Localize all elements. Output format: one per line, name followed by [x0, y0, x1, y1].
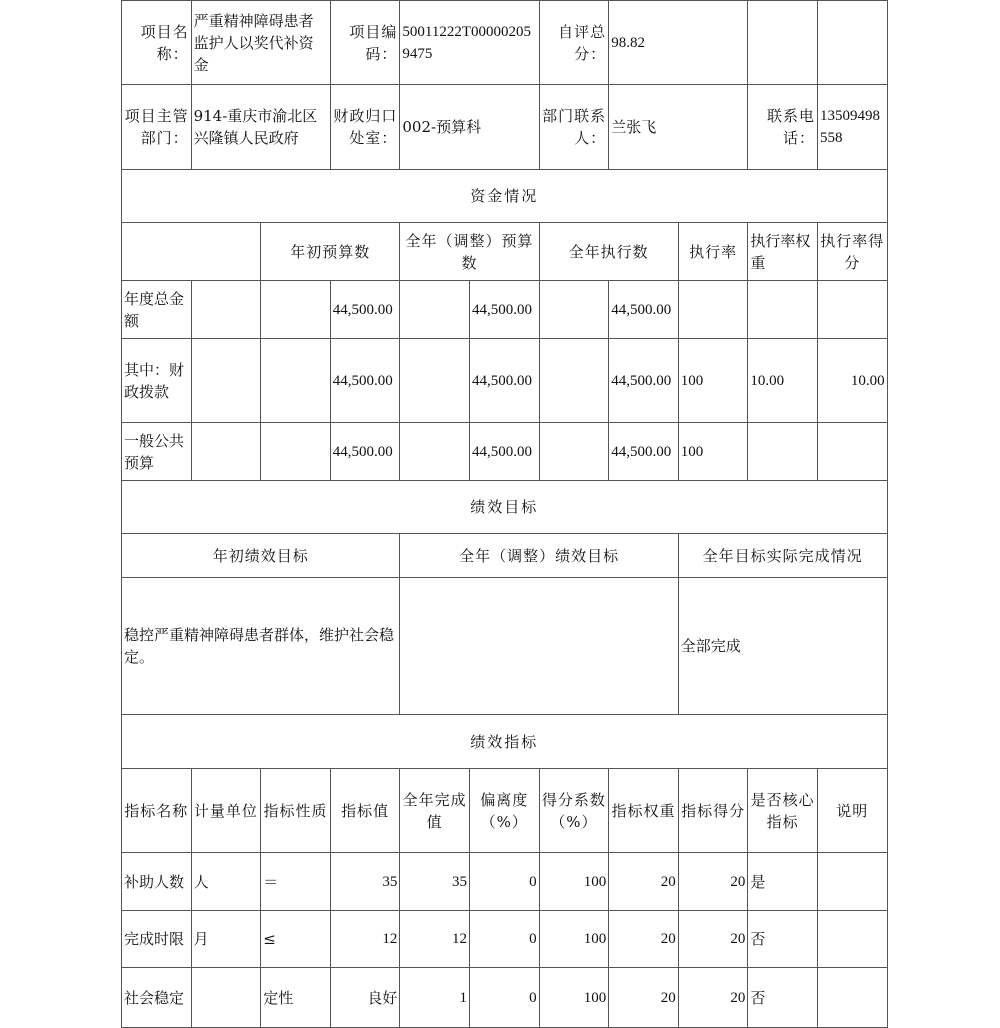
- ind-target: 12: [330, 911, 400, 968]
- empty-cell: [191, 281, 261, 339]
- ind-nature: ≤: [261, 911, 331, 968]
- funds-row-label: 其中：财政拨款: [122, 339, 192, 423]
- ind-unit: 人: [191, 853, 261, 911]
- ind-name: 补助人数: [122, 853, 192, 911]
- ind-header-coef: 得分系数（%）: [539, 769, 609, 853]
- contact-label: 部门联系人：: [539, 85, 609, 170]
- funds-header-row: [122, 223, 888, 281]
- indicators-header-row: [122, 769, 888, 853]
- ind-weight: 20: [609, 968, 679, 1028]
- goals-header-adjusted: 全年（调整）绩效目标: [400, 534, 678, 578]
- ind-core: 是: [748, 853, 818, 911]
- empty-cell: [261, 281, 331, 339]
- funds-header-blank: [122, 223, 261, 281]
- ind-weight: 20: [609, 911, 679, 968]
- self-score-value: 98.82: [609, 1, 748, 85]
- actual-completion-text: 全部完成: [678, 578, 887, 715]
- project-name-value: 严重精神障碍患者监护人以奖代补资金: [191, 1, 330, 85]
- indicator-row: [122, 853, 888, 911]
- funds-executed: 44,500.00: [609, 423, 679, 481]
- funds-header-initial: 年初预算数: [261, 223, 400, 281]
- funds-initial: 44,500.00: [330, 281, 400, 339]
- project-info-row-2: [122, 85, 888, 170]
- ind-note: [817, 911, 887, 968]
- project-info-row-1: [122, 1, 888, 85]
- phone-value: 13509498558: [817, 85, 887, 170]
- funds-executed: 44,500.00: [609, 339, 679, 423]
- funds-adjusted: 44,500.00: [469, 423, 539, 481]
- empty-cell: [539, 423, 609, 481]
- empty-cell: [539, 339, 609, 423]
- adjusted-goal-text: [400, 578, 678, 715]
- empty-cell: [539, 281, 609, 339]
- ind-coef: 100: [539, 911, 609, 968]
- empty-cell: [191, 339, 261, 423]
- indicator-row: [122, 911, 888, 968]
- funds-adjusted: 44,500.00: [469, 281, 539, 339]
- funds-header-score: 执行率得分: [817, 223, 887, 281]
- indicators-section-row: [122, 715, 888, 769]
- ind-deviation: 0: [469, 968, 539, 1028]
- ind-note: [817, 968, 887, 1028]
- ind-weight: 20: [609, 853, 679, 911]
- empty-cell: [261, 423, 331, 481]
- funds-weight: [748, 423, 818, 481]
- empty-cell: [400, 281, 470, 339]
- ind-nature: ＝: [261, 853, 331, 911]
- ind-header-score: 指标得分: [678, 769, 748, 853]
- ind-target: 良好: [330, 968, 400, 1028]
- goals-header-actual: 全年目标实际完成情况: [678, 534, 887, 578]
- empty-cell: [400, 339, 470, 423]
- funds-weight: 10.00: [748, 339, 818, 423]
- ind-deviation: 0: [469, 911, 539, 968]
- finance-office-value: 002-预算科: [400, 85, 539, 170]
- funds-row: [122, 281, 888, 339]
- funds-header-executed: 全年执行数: [539, 223, 678, 281]
- ind-header-name: 指标名称: [122, 769, 192, 853]
- goals-content-row: [122, 578, 888, 715]
- funds-weight: [748, 281, 818, 339]
- ind-note: [817, 853, 887, 911]
- indicators-section-title: 绩效指标: [122, 715, 888, 769]
- ind-actual: 35: [400, 853, 470, 911]
- ind-score: 20: [678, 968, 748, 1028]
- ind-header-deviation: 偏离度（%）: [469, 769, 539, 853]
- funds-rate: 100: [678, 423, 748, 481]
- ind-target: 35: [330, 853, 400, 911]
- funds-header-rate: 执行率: [678, 223, 748, 281]
- ind-score: 20: [678, 853, 748, 911]
- dept-label: 项目主管部门：: [122, 85, 192, 170]
- funds-initial: 44,500.00: [330, 423, 400, 481]
- finance-office-label: 财政归口处室：: [330, 85, 400, 170]
- ind-header-weight: 指标权重: [609, 769, 679, 853]
- ind-header-target: 指标值: [330, 769, 400, 853]
- goals-header-row: [122, 534, 888, 578]
- ind-header-nature: 指标性质: [261, 769, 331, 853]
- project-code-label: 项目编码：: [330, 1, 400, 85]
- ind-score: 20: [678, 911, 748, 968]
- ind-header-actual: 全年完成值: [400, 769, 470, 853]
- ind-deviation: 0: [469, 853, 539, 911]
- ind-actual: 1: [400, 968, 470, 1028]
- funds-adjusted: 44,500.00: [469, 339, 539, 423]
- goals-header-initial: 年初绩效目标: [122, 534, 400, 578]
- ind-unit: 月: [191, 911, 261, 968]
- funds-score: [817, 281, 887, 339]
- empty-cell: [400, 423, 470, 481]
- project-code-value: 50011222T000002059475: [400, 1, 539, 85]
- ind-coef: 100: [539, 968, 609, 1028]
- funds-row: [122, 339, 888, 423]
- empty-cell: [261, 339, 331, 423]
- phone-label: 联系电话：: [748, 85, 818, 170]
- funds-rate: [678, 281, 748, 339]
- empty-cell: [748, 1, 818, 85]
- funds-section-title: 资金情况: [122, 170, 888, 223]
- funds-initial: 44,500.00: [330, 339, 400, 423]
- contact-value: 兰张飞: [609, 85, 748, 170]
- funds-rate: 100: [678, 339, 748, 423]
- ind-header-core: 是否核心指标: [748, 769, 818, 853]
- funds-score: 10.00: [817, 339, 887, 423]
- funds-row-label: 年度总金额: [122, 281, 192, 339]
- ind-core: 否: [748, 968, 818, 1028]
- funds-row-label: 一般公共预算: [122, 423, 192, 481]
- funds-header-adjusted: 全年（调整）预算数: [400, 223, 539, 281]
- funds-header-weight: 执行率权重: [748, 223, 818, 281]
- funds-executed: 44,500.00: [609, 281, 679, 339]
- goals-section-row: [122, 481, 888, 534]
- performance-evaluation-table: [121, 0, 888, 1028]
- ind-actual: 12: [400, 911, 470, 968]
- ind-core: 否: [748, 911, 818, 968]
- ind-header-note: 说明: [817, 769, 887, 853]
- funds-row: [122, 423, 888, 481]
- empty-cell: [191, 423, 261, 481]
- ind-unit: [191, 968, 261, 1028]
- ind-name: 完成时限: [122, 911, 192, 968]
- initial-goal-text: 稳控严重精神障碍患者群体，维护社会稳定。: [122, 578, 400, 715]
- funds-section-row: [122, 170, 888, 223]
- ind-nature: 定性: [261, 968, 331, 1028]
- ind-name: 社会稳定: [122, 968, 192, 1028]
- empty-cell: [817, 1, 887, 85]
- ind-header-unit: 计量单位: [191, 769, 261, 853]
- funds-score: [817, 423, 887, 481]
- ind-coef: 100: [539, 853, 609, 911]
- self-score-label: 自评总分：: [539, 1, 609, 85]
- project-name-label: 项目名称：: [122, 1, 192, 85]
- indicator-row: [122, 968, 888, 1028]
- goals-section-title: 绩效目标: [122, 481, 888, 534]
- dept-value: 914-重庆市渝北区兴隆镇人民政府: [191, 85, 330, 170]
